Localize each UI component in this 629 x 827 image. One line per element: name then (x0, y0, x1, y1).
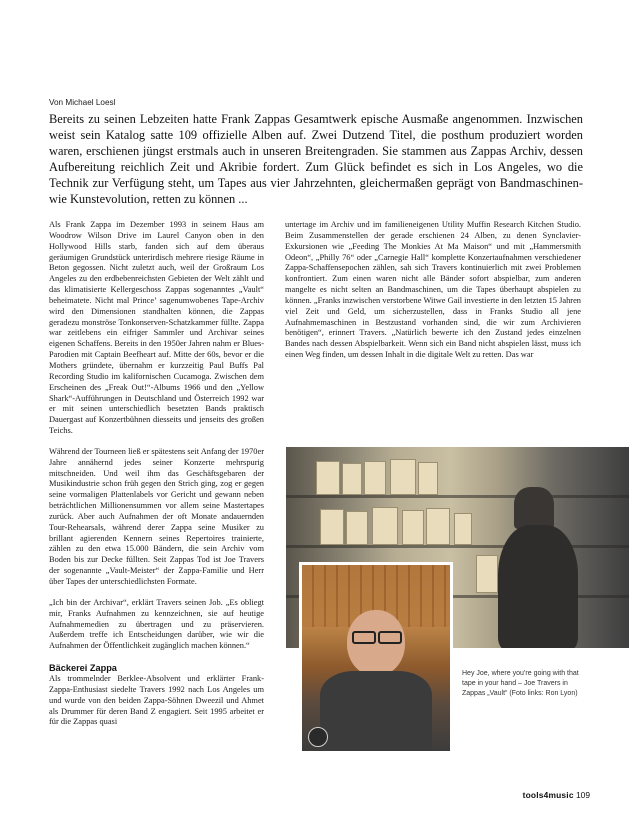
body-paragraph: Während der Tourneen ließ er spätestens seit Anfang der 1970er Jahre annähernd jedes seiner Konzerte mehrspurig mitschneiden. Und weil ihm das Geschäftsgebaren der Musikindustrie schon früh gegen den Strich ging, zog er gegen seine vormaligen Plattenlabels vor Gericht und gewann neben beträchtlichen Millionensummen vor allem seine Mastertapes zurück. Aber auch Aufnahmen der oft Monate andauernden Tour-Rehearsals, während derer Zappa seine Musiker zu brillant agierenden Kennern seines Repertoires trainierte, zählen zu den etwa 15.000 Bändern, die sein Archiv vom Boden bis zur Decke füllten. Seit Zappas Tod ist Joe Travers der sogenannte „Vault-Meister“ der Zappa-Familie und Herr über Tapes der unterschiedlichsten Formate. (49, 446, 264, 586)
page-footer (523, 790, 590, 800)
column-left (49, 220, 264, 728)
portrait-photo (299, 562, 453, 754)
column-right (285, 220, 581, 371)
lead-paragraph: Bereits zu seinen Lebzeiten hatte Frank Zappas Gesamtwerk epische Ausmaße angenommen. Inzwischen weist sein Katalog satte 109 offizielle Alben auf. Zwei Dutzend Titel, die posthum produziert worden waren, erschienen jüngst erstmals auch in unseren Breitengraden. Sie stammen aus Zappas Archiv, dessen Aufbereitung reichlich Zeit und Akribie fordert. Zum Glück befindet es sich in Los Angeles, wo die Technik zur Verfügung steht, um Tapes aus vier Jahrzehnten, gleichermaßen geprägt von Bandmaschinen- wie Kunstevolution, retten zu können ... (49, 112, 583, 206)
page-number: 109 (576, 790, 590, 800)
byline: Von Michael Loesl (49, 98, 116, 107)
photo-caption: Hey Joe, where you’re going with that tape in your hand – Joe Travers in Zappas „Vault“ (Foto links: Ron Lyon) (462, 670, 579, 697)
body-paragraph: „Ich bin der Archivar“, erklärt Travers seinen Job. „Es obliegt mir, Franks Aufnahmen zu kennzeichnen, sie auf heutige Aufnahmemedien zu übertragen und zu präservieren. Außerdem treffe ich Entscheidungen darüber, wie wir die Aufnahmen der Öffentlichkeit zugänglich machen können.“ (49, 597, 264, 651)
body-paragraph: Als trommelnder Berklee-Absolvent und erklärter Frank-Zappa-Enthusiast siedelte Travers 1992 nach Los Angeles um und wurde von den beiden Zappa-Söhnen Dweezil und Ahmet als Drummer für deren Band Z engagiert. Seit 1995 arbeitet er für die Zappas quasi (49, 674, 264, 727)
section-heading: Bäckerei Zappa (49, 663, 117, 674)
brand-logo-text: tools4music (522, 790, 574, 800)
body-paragraph: untertage im Archiv und im familieneigenen Utility Muffin Research Kitchen Studio. Beim Zusammenstellen der gerade erschienen 24 Alben, zu denen Synclavier-Exkursionen wie „Feeding The Monkies At Ma Maison“ und mit „Hammersmith Odeon“, „Philly 76“ oder „Carnegie Hall“ komplette Konzertaufnahmen verschiedener Zappa-Schaffensepochen zählen, sah sich Travers kontinuierlich mit zwei Problemen konfrontiert. Zum einen waren nicht alle Bänder sofort abspielbar, zum anderen mangelte es nicht selten an Bandmaschinen, um die Tapes überhaupt abspielen zu können. „Franks inzwischen verstorbene Witwe Gail investierte in den letzten 15 Jahren viel Zeit und Geld, um sicherzustellen, dass in Franks Studio all jene Aufnahmemaschinen in Bestzustand vorhanden sind, die wir zum Archivieren benötigen“, erinnert Travers. „Natürlich bewerte ich den Zustand jedes einzelnen Bandes nach dessen Abspielbarkeit. Wenn sich ein Band nicht abspielen lässt, muss ich einen Weg finden, um dessen Inhalt in die digitale Welt zu retten. Das war (285, 220, 581, 360)
body-paragraph: Als Frank Zappa im Dezember 1993 in seinem Haus am Woodrow Wilson Drive im Laurel Canyon oben in den Hollywood Hills starb, fanden sich auf dem überaus geräumigen Grundstück unterirdisch mehrere riesige Räume in Beton gegossen. Nicht zuletzt auch, weil der Großraum Los Angeles zu den erdbebenreichsten Gebieten der Welt zählt und das klimatisierte Kellergeschoss Zappas sogenanntes „Vault“ beheimatete. Nicht mal Prince’ sagenumwobenes Tape-Archiv wird den Dimensionen standhalten können, die Zappas geradezu monströse Tonkonserven-Schatzkammer füllte. Zappa war zeitlebens ein eifriger Sammler und Archivar seines eigenen Schaffens. Bereits in den 1950er Jahren nahm er Blues-Parodien mit Captain Beefheart auf. Mitte der 60s, bevor er die Mothers gründete, übernahm er kurzzeitig Paul Buffs Pal Recording Studio im kalifornischen Cucamoga. Zwischen dem Erscheinen des „Freak Out!“-Albums 1966 und den „Yellow Shark“-Aufführungen in Deutschland und Österreich 1992 war er mit seinen unterschiedlich besetzten Bands praktisch Dauergast auf Konzertbühnen diesseits und jenseits des großen Teichs. (49, 220, 264, 436)
